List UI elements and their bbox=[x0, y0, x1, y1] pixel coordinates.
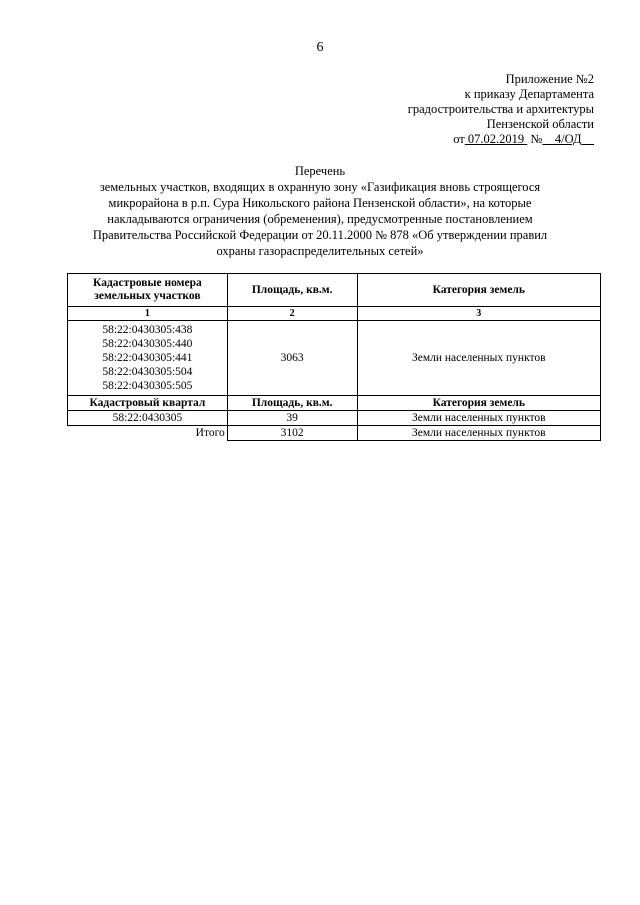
number-prefix: № bbox=[530, 132, 543, 146]
document-title bbox=[60, 163, 580, 259]
parcel-number: 58:22:0430305:440 bbox=[102, 338, 193, 350]
total-label: Итого bbox=[68, 426, 228, 441]
appendix-line-3: градостроительства и архитектуры bbox=[407, 102, 594, 116]
title-line-4: накладываются ограничения (обременения), предусмотренные постановлением bbox=[107, 212, 533, 226]
order-number: 4/ОД bbox=[554, 132, 582, 146]
land-parcels-table bbox=[67, 273, 601, 441]
parcels-category: Земли населенных пунктов bbox=[357, 321, 600, 396]
header-cadastral-numbers: Кадастровые номера земельных участков bbox=[68, 274, 228, 307]
table-row bbox=[68, 411, 601, 426]
appendix-line-2: к приказу Департамента bbox=[464, 87, 594, 101]
quarter-area: 39 bbox=[227, 411, 357, 426]
column-number-2: 2 bbox=[227, 307, 357, 321]
title-line-2: земельных участков, входящих в охранную зону «Газификация вновь строящегося bbox=[99, 180, 541, 194]
sub-header-area: Площадь, кв.м. bbox=[227, 396, 357, 411]
appendix-date-line bbox=[408, 132, 594, 147]
column-number-1: 1 bbox=[68, 307, 228, 321]
total-area: 3102 bbox=[227, 426, 357, 441]
parcel-number: 58:22:0430305:441 bbox=[102, 352, 193, 364]
table-row bbox=[68, 321, 601, 396]
sub-header-quarter: Кадастровый квартал bbox=[68, 396, 228, 411]
total-row bbox=[68, 426, 601, 441]
date-prefix: от bbox=[453, 132, 465, 146]
header-land-category: Категория земель bbox=[357, 274, 600, 307]
title-line-3: микрорайона в р.п. Сура Никольского района Пензенской области», на которые bbox=[108, 196, 532, 210]
title-line-6: охраны газораспределительных сетей» bbox=[216, 244, 424, 258]
title-line-1: Перечень bbox=[294, 164, 346, 178]
parcels-area: 3063 bbox=[227, 321, 357, 396]
column-number-row bbox=[68, 307, 601, 321]
quarter-number: 58:22:0430305 bbox=[68, 411, 228, 426]
table-header-row bbox=[68, 274, 601, 307]
header-area: Площадь, кв.м. bbox=[227, 274, 357, 307]
parcel-list bbox=[68, 321, 228, 396]
appendix-line-4: Пензенской области bbox=[486, 117, 594, 131]
parcel-number: 58:22:0430305:505 bbox=[102, 380, 193, 392]
appendix-header bbox=[408, 72, 594, 147]
page-number: 6 bbox=[316, 40, 324, 55]
quarter-category: Земли населенных пунктов bbox=[357, 411, 600, 426]
column-number-3: 3 bbox=[357, 307, 600, 321]
parcel-number: 58:22:0430305:504 bbox=[102, 366, 193, 378]
total-category: Земли населенных пунктов bbox=[357, 426, 600, 441]
sub-header-row bbox=[68, 396, 601, 411]
order-date: 07.02.2019 bbox=[467, 132, 525, 146]
title-line-5: Правительства Российской Федерации от 20.11.2000 № 878 «Об утверждении правил bbox=[92, 228, 548, 242]
parcel-number: 58:22:0430305:438 bbox=[102, 324, 193, 336]
sub-header-category: Категория земель bbox=[357, 396, 600, 411]
appendix-line-1: Приложение №2 bbox=[505, 72, 594, 86]
